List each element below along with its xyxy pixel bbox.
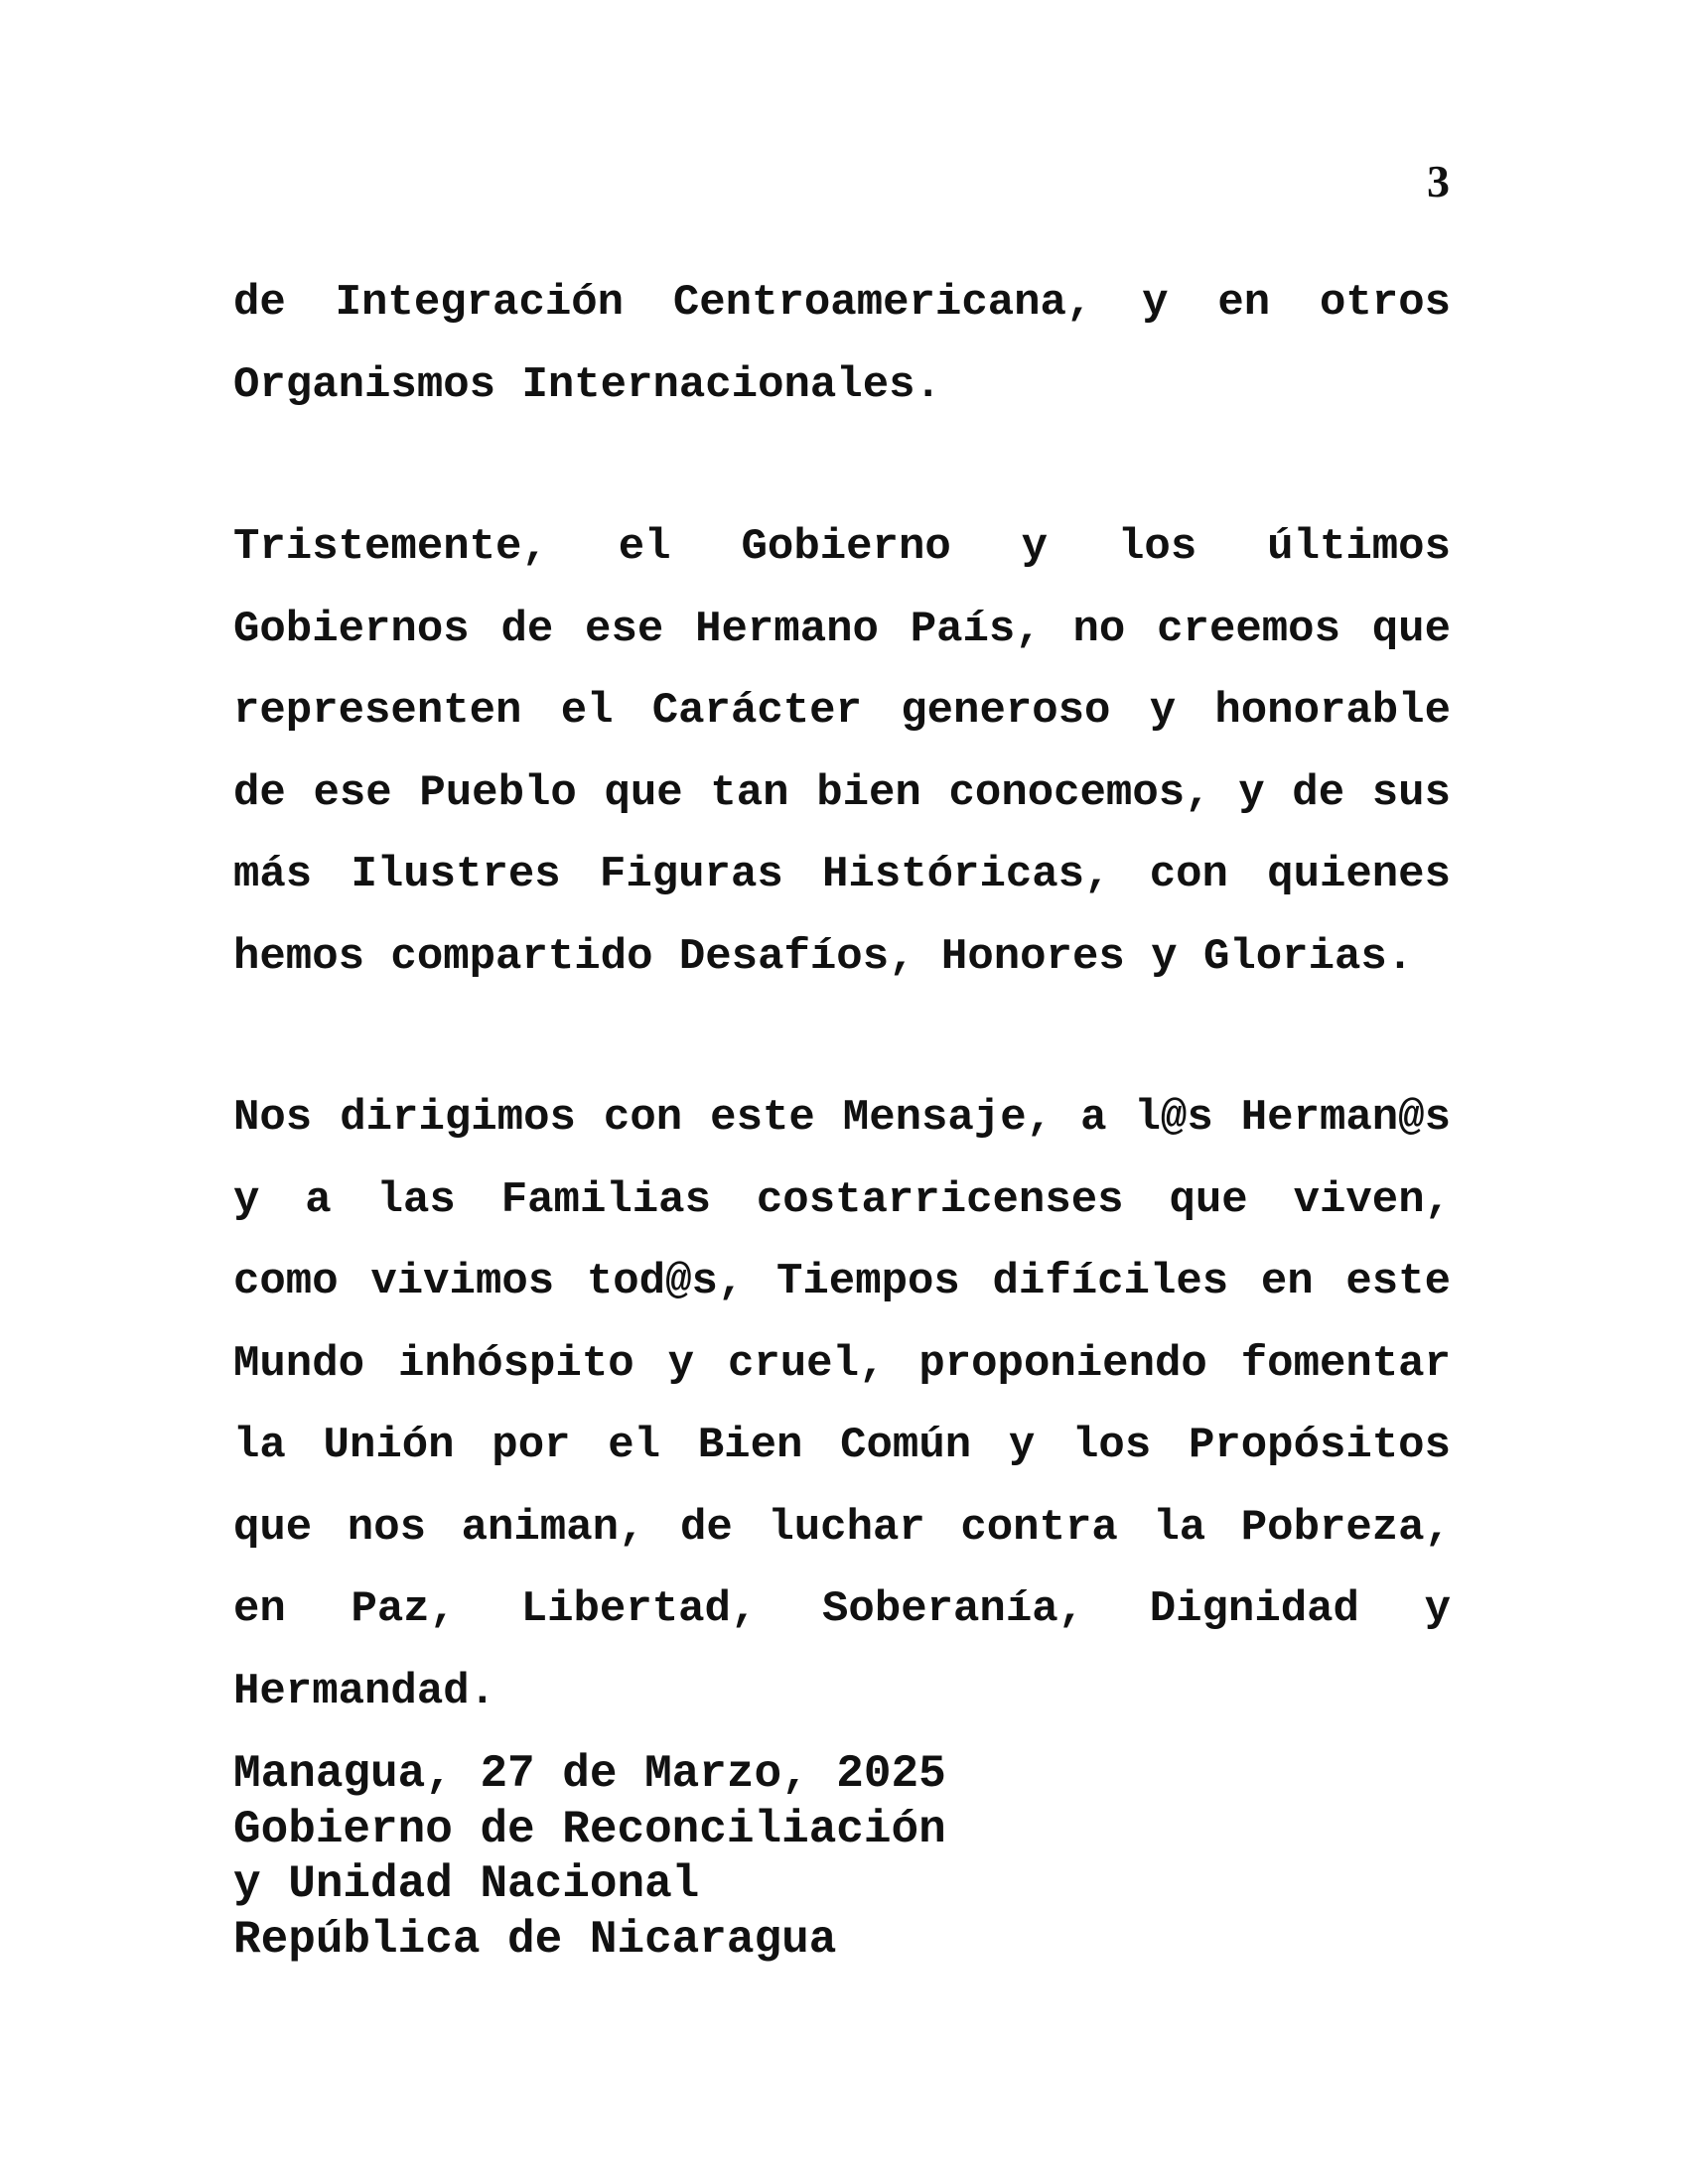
paragraph-government: Tristemente, el Gobierno y los últimos Gobiernos de ese Hermano País, no creemos que representen el Carácter generoso y honorable de ese Pueblo que tan bien conocemos, y de sus más Ilustres Figuras Históricas, con quienes hemos compartido Desafíos, Honores y Glorias.: [233, 522, 1451, 982]
paragraph-message: Nos dirigimos con este Mensaje, a l@s Herman@s y a las Familias costarricenses que viven, como vivimos tod@s, Tiempos difíciles en este Mundo inhóspito y cruel, proponiendo fomentar la Unión por el Bien Común y los Propósitos que nos animan, de luchar contra la Pobreza, en Paz, Libertad, Soberanía, Dignidad y Hermandad.: [233, 1093, 1451, 1716]
page-number: 3: [1427, 156, 1450, 206]
paragraph-integration: de Integración Centroamericana, y en otros Organismos Internacionales.: [233, 278, 1451, 410]
signature-country-line: República de Nicaragua: [233, 1913, 837, 1966]
signature-block: [233, 1747, 1127, 1968]
signature-government-line: Gobierno de Reconciliación: [233, 1803, 946, 1855]
signature-place-date: Managua, 27 de Marzo, 2025: [233, 1748, 946, 1800]
signature-unity-line: y Unidad Nacional: [233, 1858, 700, 1910]
